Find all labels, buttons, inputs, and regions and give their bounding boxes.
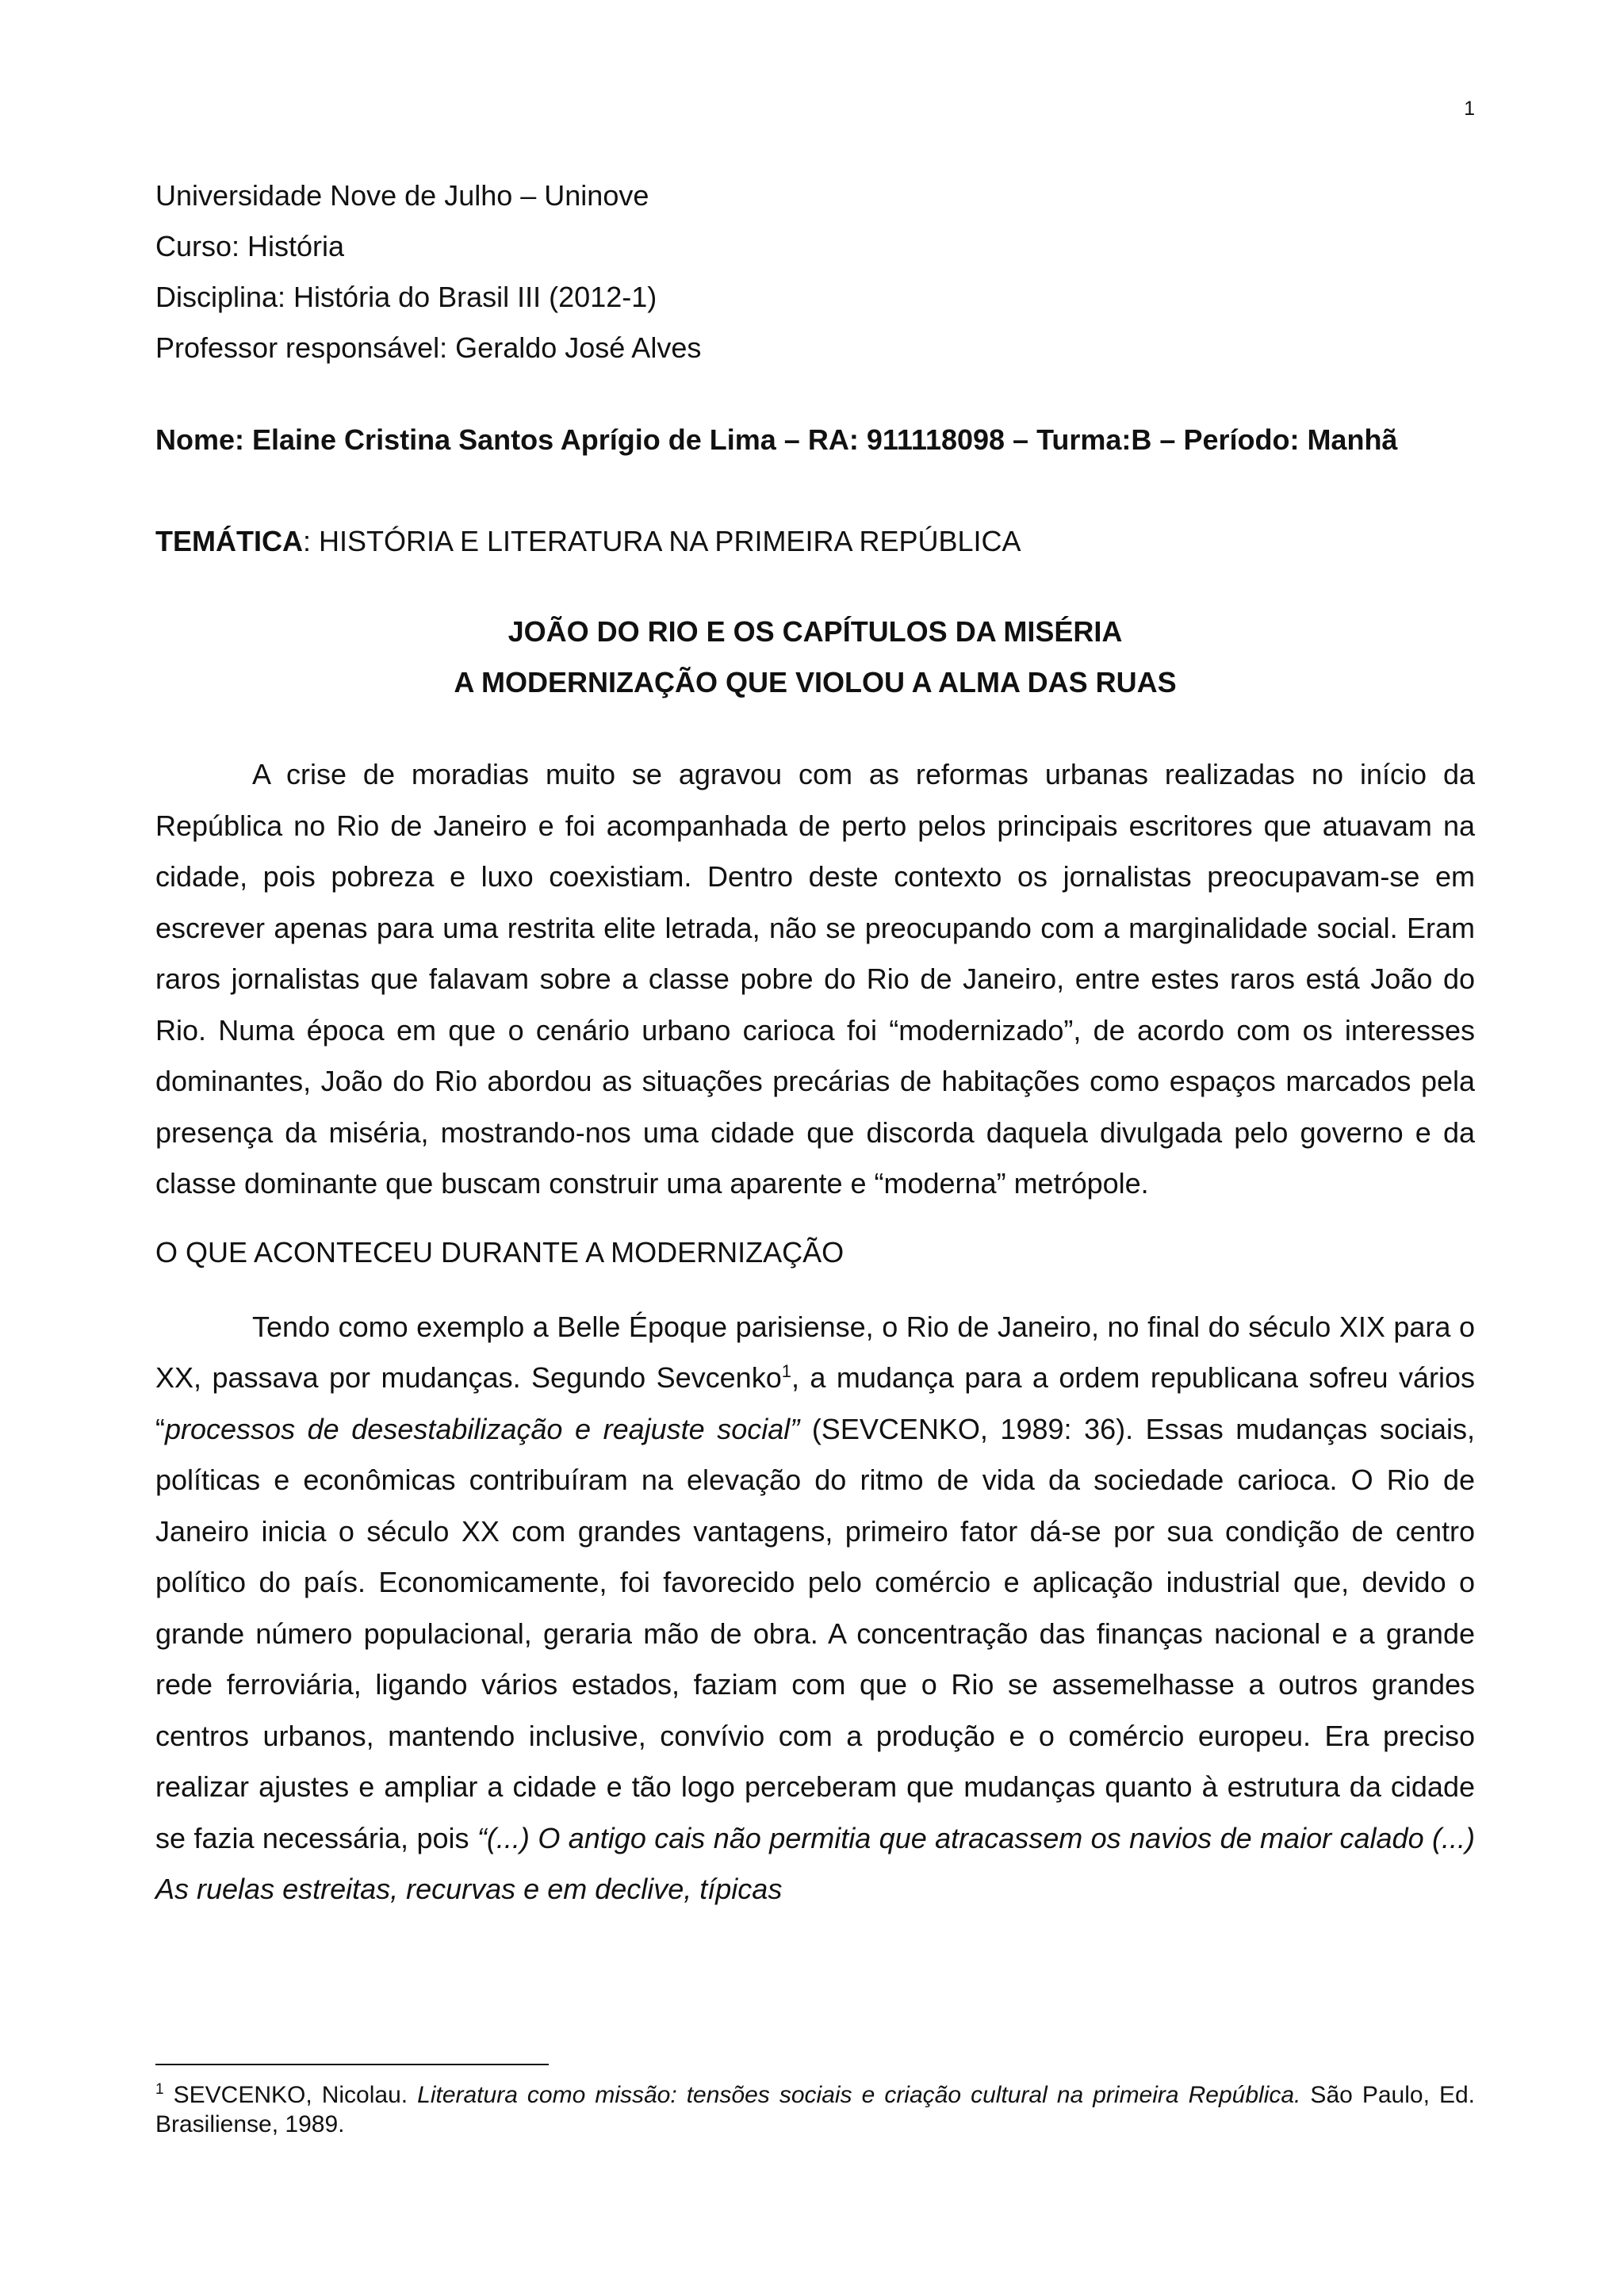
- theme-line: [155, 522, 1475, 561]
- theme-label: TEMÁTICA: [155, 525, 303, 557]
- header-university: Universidade Nove de Julho – Uninove: [155, 179, 649, 212]
- paragraph2-quote1: processos de desestabilização e reajuste social”: [165, 1412, 800, 1445]
- section-heading: O QUE ACONTECEU DURANTE A MODERNIZAÇÃO: [155, 1235, 845, 1269]
- paragraph2-part1: Tendo como exemplo a Belle Époque parisiense, o Rio de Janeiro, no final do século XIX para o XX, passava por mudanças. Segundo Sevcenko: [155, 1310, 1475, 1394]
- header-course: Curso: História: [155, 230, 345, 262]
- footnote-author: SEVCENKO, Nicolau.: [163, 2082, 418, 2108]
- institution-header: [155, 170, 1475, 373]
- header-professor: Professor responsável: Geraldo José Alves: [155, 331, 702, 364]
- footnote-publisher: São Paulo, Ed. Brasiliense, 1989.: [155, 2082, 1475, 2137]
- document-body: [155, 170, 1475, 1915]
- paragraph2-quote2: “(...) O antigo cais não permitia que atracassem os navios de maior calado (...) As ruelas estreitas, recurvas e em declive, típicas: [155, 1821, 1476, 1905]
- footnote-divider: [155, 2064, 549, 2065]
- paragraph-intro: A crise de moradias muito se agravou com as reformas urbanas realizadas no início da República no Rio de Janeiro e foi acompanhada de perto pelos principais escritores que atuavam na cidade, pois pobreza e luxo coexistiam. Dentro deste contexto os jornalistas preocupavam-se em escrever apenas para uma restrita elite letrada, não se preocupando com a marginalidade social. Eram raros jornalistas que falavam sobre a classe pobre do Rio de Janeiro, entre estes raros está João do Rio. Numa época em que o cenário urbano carioca foi “modernizado”, de acordo com os interesses dominantes, João do Rio abordou as situações precárias de habitações como espaços marcados pela presença da miséria, mostrando-nos uma cidade que discorda daquela divulgada pelo governo e da classe dominante que buscam construir uma aparente e “moderna” metrópole.: [155, 758, 1475, 1200]
- document-title: [155, 607, 1475, 708]
- paragraph2-part3: (SEVCENKO, 1989: 36). Essas mudanças sociais, políticas e econômicas contribuíram na elevação do ritmo de vida da sociedade carioca. O Rio de Janeiro inicia o século XX com grandes vantagens, primeiro fator dá-se por sua condição de centro político do país. Economicamente, foi favorecido pelo comércio e aplicação industrial que, devido o grande número populacional, geraria mão de obra. A concentração das finanças nacional e a grande rede ferroviária, ligando vários estados, faziam com que o Rio se assemelhasse a outros grandes centros urbanos, mantendo inclusive, convívio com a produção e o comércio europeu. Era preciso realizar ajustes e ampliar a cidade e tão logo perceberam que mudanças quanto à estrutura da cidade se fazia necessária, pois: [155, 1412, 1475, 1854]
- header-discipline: Disciplina: História do Brasil III (2012-1): [155, 281, 657, 313]
- paragraph-modernization: [155, 1302, 1475, 1915]
- title-line-2: A MODERNIZAÇÃO QUE VIOLOU A ALMA DAS RUAS: [454, 666, 1177, 698]
- paragraph2-part2: , a mudança para a ordem republicana sofreu vários “: [155, 1361, 1475, 1445]
- title-line-1: JOÃO DO RIO E OS CAPÍTULOS DA MISÉRIA: [508, 615, 1123, 648]
- footnote-reference: 1: [781, 1361, 791, 1381]
- footnote-number: 1: [155, 2081, 164, 2098]
- footnote-title: Literatura como missão: tensões sociais e criação cultural na primeira República.: [417, 2082, 1301, 2108]
- theme-value: : HISTÓRIA E LITERATURA NA PRIMEIRA REPÚBLICA: [302, 525, 1021, 557]
- page-number: 1: [1464, 98, 1475, 120]
- student-info: Nome: Elaine Cristina Santos Aprígio de Lima – RA: 911118098 – Turma:B – Período: Manhã: [155, 423, 1398, 456]
- footnote: [155, 2080, 1475, 2139]
